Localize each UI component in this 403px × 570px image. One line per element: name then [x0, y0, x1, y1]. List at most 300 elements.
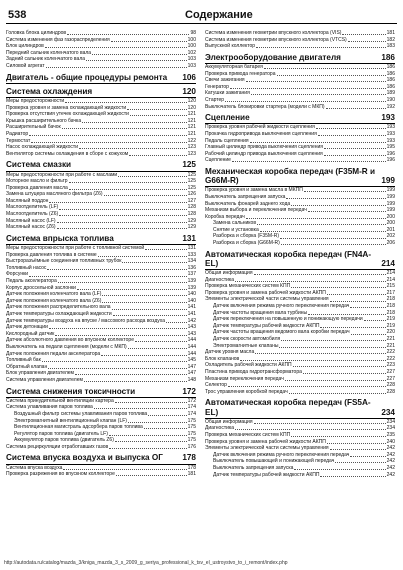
toc-entry-title: Выключатель фонарей заднего хода [205, 200, 291, 207]
toc-leader-dots [59, 215, 186, 216]
toc-entry-title: Главный цилиндр привода выключения сцепления [205, 144, 324, 151]
toc-entry[interactable] [6, 204, 196, 211]
toc-leader-dots [129, 155, 186, 156]
toc-entry-page: 131 [187, 245, 196, 252]
toc-leader-dots [320, 476, 385, 477]
toc-entry[interactable] [205, 323, 395, 330]
toc-entry[interactable] [205, 349, 395, 356]
toc-entry-page: 192 [386, 103, 395, 110]
toc-entry[interactable] [205, 227, 395, 234]
toc-entry-title: Датчик включения режима ручного переключения передач [213, 451, 350, 458]
toc-entry[interactable] [6, 151, 196, 158]
toc-entry-title: Система изменения геометрии впускного коллектора (VIS) [205, 30, 342, 36]
toc-leader-dots [77, 289, 187, 290]
toc-section-heading[interactable] [6, 87, 196, 98]
toc-entry-title: Маслоотделитель (Z6) [6, 211, 59, 218]
toc-entry-page: 186 [386, 70, 395, 77]
toc-entry-title: Проверка уровня рабочей жидкости сцепления [205, 124, 315, 131]
toc-entry[interactable] [205, 458, 395, 465]
toc-entry-title: Датчик уровня масла [205, 349, 255, 356]
toc-entry-title: Селектор [205, 382, 227, 389]
toc-leader-dots [62, 128, 187, 129]
toc-entry[interactable] [6, 285, 196, 292]
toc-entry[interactable] [6, 37, 196, 44]
toc-entry[interactable] [6, 431, 196, 438]
toc-entry-page: 193 [386, 137, 395, 144]
toc-entry-title: Рабочий цилиндр привода выключения сцепления [205, 150, 323, 157]
toc-entry[interactable] [205, 214, 395, 221]
toc-entry-page: 199 [381, 176, 395, 186]
toc-entry[interactable] [6, 98, 196, 105]
toc-entry-title: Аккумулятор паров топлива (двигатель Z6) [14, 437, 114, 444]
toc-entry[interactable] [6, 298, 196, 305]
toc-entry-page: 234 [386, 425, 395, 432]
toc-leader-dots [84, 381, 187, 382]
toc-entry[interactable] [205, 84, 395, 91]
toc-entry-title: Датчик переключения на повышенную и понижающую передачи [213, 316, 363, 323]
toc-leader-dots [116, 475, 187, 476]
toc-entry-page: 193 [386, 124, 395, 131]
toc-section-heading[interactable] [205, 250, 395, 270]
toc-leader-dots [364, 320, 386, 321]
toc-entry-title: Выключатель запрещения запуска [205, 193, 286, 200]
toc-leader-dots [327, 443, 386, 444]
toc-entry-page: 128 [187, 204, 196, 211]
toc-entry-page: 220 [386, 329, 395, 336]
toc-leader-dots [303, 373, 386, 374]
toc-entry-title: Датчик температуры рабочей жидкости АКПП [213, 322, 320, 329]
toc-entry-page: 215 [386, 283, 395, 290]
toc-entry[interactable] [6, 265, 196, 272]
toc-entry-title: Проверка отсутствия утечек охлаждающей жидкости [6, 111, 129, 118]
toc-entry-page: 106 [182, 72, 196, 82]
toc-leader-dots [351, 334, 386, 335]
toc-entry[interactable] [6, 211, 196, 218]
toc-entry[interactable] [6, 124, 196, 131]
toc-entry-title: Система смазки [6, 160, 72, 170]
toc-right-column [205, 30, 395, 478]
toc-entry-title: Блок управления двигателем [6, 370, 74, 377]
toc-section-heading[interactable] [205, 398, 395, 418]
toc-leader-dots [285, 380, 386, 381]
toc-entry[interactable] [205, 316, 395, 323]
toc-entry[interactable] [6, 357, 196, 364]
toc-entry-page: 120 [182, 86, 196, 96]
toc-entry-title: Пластина привода гидротрансформатора [205, 368, 302, 375]
toc-entry[interactable] [205, 201, 395, 208]
toc-entry-title: Система снижения токсичности [6, 386, 136, 396]
toc-entry-page: 103 [187, 62, 196, 69]
toc-entry[interactable] [6, 324, 196, 331]
toc-entry[interactable] [205, 362, 395, 369]
toc-entry[interactable] [6, 318, 196, 325]
toc-entry-page: 186 [386, 63, 395, 70]
toc-entry-page: 214 [386, 276, 395, 283]
toc-entry[interactable] [205, 240, 395, 247]
toc-entry[interactable] [6, 471, 196, 478]
toc-entry-page: 221 [386, 336, 395, 342]
toc-entry-title: Двигатель - общие процедуры ремонта [6, 72, 168, 82]
toc-entry-title: Сцепление [205, 157, 231, 164]
toc-section-heading[interactable] [205, 113, 395, 124]
toc-entry-page: 199 [386, 193, 395, 200]
toc-entry[interactable] [205, 144, 395, 151]
toc-entry[interactable] [6, 30, 196, 37]
toc-entry[interactable] [6, 278, 196, 285]
toc-entry-page: 123 [187, 144, 196, 151]
toc-entry-page: 214 [386, 270, 395, 277]
toc-leader-dots [57, 222, 187, 223]
toc-entry[interactable] [205, 233, 395, 240]
toc-entry[interactable] [6, 411, 196, 418]
toc-entry[interactable] [6, 172, 196, 179]
toc-leader-dots [251, 94, 386, 95]
toc-entry[interactable] [6, 398, 196, 405]
toc-entry[interactable] [205, 329, 395, 336]
toc-section-heading[interactable] [6, 387, 196, 398]
toc-entry-title: Термостат [6, 137, 31, 144]
toc-entry[interactable] [205, 64, 395, 71]
toc-leader-dots [350, 307, 385, 308]
toc-entry[interactable] [205, 77, 395, 84]
toc-entry-title: Разборка и сборка (F35M-R) [213, 233, 279, 240]
toc-entry-title: Система охлаждения [6, 86, 93, 96]
toc-entry[interactable] [6, 43, 196, 50]
toc-entry[interactable] [205, 382, 395, 389]
toc-entry[interactable] [205, 432, 395, 439]
toc-entry-page: 143 [187, 324, 196, 331]
toc-leader-dots [58, 282, 187, 283]
toc-entry[interactable] [6, 291, 196, 298]
toc-entry-page: 147 [187, 370, 196, 377]
toc-entry-title: Силовой агрегат [6, 62, 45, 69]
toc-entry-page: 121 [187, 111, 196, 118]
toc-entry[interactable] [6, 271, 196, 278]
toc-leader-dots [113, 315, 187, 316]
toc-entry[interactable] [205, 124, 395, 131]
toc-entry-page: 240 [386, 438, 395, 445]
toc-entry-page: 125 [187, 171, 196, 178]
toc-entry[interactable] [205, 389, 395, 396]
toc-entry[interactable] [6, 258, 196, 265]
toc-entry-page: 199 [386, 207, 395, 214]
toc-entry-page: 126 [187, 191, 196, 198]
toc-entry-title: Датчик положения коленчатого вала (LF) [6, 291, 102, 298]
toc-entry-title: Диагностика [205, 425, 234, 432]
toc-entry-title: Система впуска воздуха и выпуска ОГ [6, 453, 163, 463]
toc-leader-dots [281, 340, 385, 341]
toc-leader-dots [98, 256, 187, 257]
toc-entry[interactable] [6, 424, 196, 431]
toc-section-heading[interactable] [6, 234, 196, 245]
toc-entry[interactable] [205, 369, 395, 376]
toc-entry-title: Электромагнитный вентиляционный клапан (LF) [14, 417, 127, 424]
toc-entry[interactable] [6, 111, 196, 118]
toc-leader-dots [102, 295, 186, 296]
toc-entry[interactable] [6, 364, 196, 371]
toc-entry-page: 242 [386, 464, 395, 471]
toc-entry[interactable] [6, 437, 196, 444]
toc-entry-title: Коробка передач [205, 213, 245, 220]
toc-entry-title: Элементы электрической части системы управления [205, 296, 329, 303]
toc-entry-title: Проверка давления топлива в системе [6, 251, 97, 258]
toc-section-heading[interactable] [6, 73, 196, 84]
toc-entry[interactable] [6, 245, 196, 252]
toc-leader-dots [327, 294, 386, 295]
toc-entry-page: 147 [187, 363, 196, 370]
toc-entry-title: Выключатель на педали сцепления (модели с МКП) [6, 343, 127, 350]
toc-entry-page: 121 [187, 117, 196, 124]
toc-entry[interactable] [6, 144, 196, 151]
toc-entry-page: 125 [187, 184, 196, 191]
toc-leader-dots [280, 238, 386, 239]
toc-entry-page: 100 [187, 43, 196, 50]
toc-entry-page: 103 [187, 56, 196, 63]
toc-entry-title: Механическая коробка передач (F35M-R и G66M-R) [205, 166, 376, 186]
toc-entry-title: Проверка механических систем КПП [205, 431, 291, 438]
toc-entry[interactable] [205, 270, 395, 277]
toc-entry-title: Электрооборудование двигателя [205, 52, 341, 62]
toc-entry[interactable] [6, 377, 196, 384]
toc-leader-dots [47, 269, 186, 270]
toc-entry[interactable] [6, 337, 196, 344]
toc-leader-dots [112, 309, 187, 310]
toc-leader-dots [115, 441, 187, 442]
toc-entry[interactable] [205, 465, 395, 472]
toc-entry-page: 193 [381, 113, 395, 123]
toc-entry[interactable] [6, 311, 196, 318]
toc-entry[interactable] [205, 30, 395, 37]
toc-entry[interactable] [205, 419, 395, 426]
toc-entry-page: 218 [386, 309, 395, 316]
toc-entry-title: Замена сальников [213, 220, 256, 227]
header-rule [6, 23, 397, 24]
toc-section-heading[interactable] [205, 167, 395, 187]
toc-entry-title: Автоматическая коробка передач (FN4A-EL) [205, 249, 372, 268]
toc-entry[interactable] [6, 418, 196, 425]
toc-leader-dots [235, 429, 386, 430]
toc-entry[interactable] [6, 404, 196, 411]
toc-entry-title: Датчик положения коленчатого вала (Z6) [6, 297, 102, 304]
toc-leader-dots [330, 449, 386, 450]
toc-entry[interactable] [205, 376, 395, 383]
toc-entry-title: Корпус дроссельной заслонки [6, 284, 76, 291]
toc-entry-page: 189 [386, 90, 395, 97]
toc-entry-title: Блок клапанов [205, 355, 240, 362]
toc-entry[interactable] [6, 304, 196, 311]
toc-entry-title: Охладитель рабочей жидкости АКПП [205, 362, 292, 369]
toc-entry-page: 175 [187, 430, 196, 437]
toc-entry-title: Быстроразъёмные соединения топливных трубок [6, 258, 122, 265]
toc-entry-page: 190 [386, 96, 395, 103]
toc-leader-dots [104, 195, 187, 196]
toc-entry-page: 228 [386, 388, 395, 395]
toc-entry[interactable] [205, 220, 395, 227]
toc-entry[interactable] [205, 343, 395, 350]
toc-entry-page: 183 [386, 43, 395, 50]
toc-entry-page: 200 [386, 213, 395, 220]
toc-leader-dots [293, 366, 386, 367]
toc-entry-title: Механизм переключения передач [205, 375, 284, 382]
toc-entry-title: Блок цилиндров [6, 43, 44, 50]
toc-entry[interactable] [205, 472, 395, 479]
toc-entry-title: Воздушный фильтр системы улавливания паров топлива [14, 410, 148, 417]
toc-entry-title: Регулятор паров топлива (двигатель LF) [14, 430, 108, 437]
toc-entry[interactable] [205, 71, 395, 78]
toc-entry-title: Автоматическая коробка передач (FS5A-EL) [205, 398, 371, 417]
toc-entry[interactable] [205, 310, 395, 317]
toc-entry[interactable] [6, 131, 196, 138]
toc-entry[interactable] [205, 157, 395, 164]
toc-leader-dots [94, 408, 187, 409]
toc-leader-dots [128, 348, 187, 349]
toc-leader-dots [48, 368, 186, 369]
toc-entry-title: Топливный бак [6, 357, 41, 364]
toc-entry[interactable] [205, 277, 395, 284]
toc-leader-dots [109, 435, 187, 436]
toc-entry-title: Датчик частоты вращения вала турбины [213, 309, 308, 316]
toc-entry[interactable] [205, 303, 395, 310]
toc-entry-title: Датчик абсолютного давления во впускном коллекторе [6, 337, 134, 344]
toc-entry-page: 222 [386, 355, 395, 362]
toc-entry-title: Датчик детонации [6, 324, 48, 331]
toc-entry-title: Система принудительной вентиляции картера [6, 397, 114, 404]
toc-entry[interactable] [205, 296, 395, 303]
toc-entry[interactable] [6, 185, 196, 192]
toc-entry-page: 139 [187, 284, 196, 291]
toc-entry-page: 143 [187, 330, 196, 337]
toc-entry-page: 181 [187, 471, 196, 478]
toc-leader-dots [130, 115, 187, 116]
toc-entry-title: Радиатор [6, 130, 29, 137]
toc-leader-dots [135, 341, 187, 342]
toc-entry-title: Моторное масло и фильтр [6, 178, 68, 185]
toc-entry[interactable] [6, 344, 196, 351]
toc-leader-dots [49, 202, 186, 203]
toc-section-heading[interactable] [205, 53, 395, 64]
toc-entry-page: 206 [386, 240, 395, 247]
toc-leader-dots [49, 328, 187, 329]
toc-entry[interactable] [205, 97, 395, 104]
toc-entry-page: 142 [187, 317, 196, 324]
toc-entry-page: 186 [386, 83, 395, 90]
toc-leader-dots [148, 415, 186, 416]
toc-entry-title: Система улавливания паров топлива [6, 404, 93, 411]
toc-entry-page: 140 [187, 291, 196, 298]
toc-entry-page: 218 [386, 303, 395, 310]
toc-leader-dots [127, 109, 187, 110]
toc-entry[interactable] [6, 444, 196, 451]
toc-entry-title: Свечи зажигания [205, 77, 245, 84]
toc-entry-page: 223 [386, 362, 395, 369]
toc-entry[interactable] [205, 445, 395, 452]
toc-entry[interactable] [6, 56, 196, 63]
toc-leader-dots [318, 135, 386, 136]
toc-entry-page: 139 [187, 278, 196, 285]
toc-entry-page: 131 [182, 233, 196, 243]
toc-entry[interactable] [205, 207, 395, 214]
toc-entry-title: Датчик положения педали акселератора [6, 350, 101, 357]
toc-entry-page: 128 [187, 211, 196, 218]
toc-entry-page: 214 [381, 258, 395, 268]
toc-entry[interactable] [205, 194, 395, 201]
toc-entry-title: Система изменения геометрии впускного коллектора (VTCS) [205, 36, 347, 43]
toc-entry-page: 227 [386, 368, 395, 375]
toc-entry[interactable] [6, 252, 196, 259]
toc-entry-title: Катушки зажигания [205, 90, 250, 97]
toc-entry-page: 144 [187, 337, 196, 344]
toc-entry-page: 242 [386, 445, 395, 452]
toc-entry[interactable] [6, 224, 196, 231]
toc-leader-dots [324, 155, 386, 156]
toc-leader-dots [31, 142, 186, 143]
toc-entry-title: Датчик температуры рабочей жидкости АКПП [213, 471, 320, 478]
toc-leader-dots [291, 205, 385, 206]
toc-entry-page: 127 [187, 197, 196, 204]
toc-entry-title: Проверка давления масла [6, 184, 68, 191]
toc-entry-title: Расширительный бачок [6, 124, 61, 131]
toc-entry[interactable] [205, 90, 395, 97]
toc-entry-title: Головка блока цилиндров [6, 30, 67, 36]
toc-entry-page: 121 [187, 130, 196, 137]
toc-entry-title: Снятие и установка [213, 226, 259, 233]
toc-entry[interactable] [205, 43, 395, 50]
toc-entry-page: 242 [386, 458, 395, 465]
toc-leader-dots [286, 198, 385, 199]
toc-entry[interactable] [205, 336, 395, 343]
toc-entry-page: 221 [386, 342, 395, 349]
toc-entry[interactable] [6, 331, 196, 338]
toc-entry-page: 219 [386, 316, 395, 323]
toc-leader-dots [109, 448, 187, 449]
toc-entry[interactable] [205, 187, 395, 194]
toc-section-heading[interactable] [6, 160, 196, 171]
toc-entry-page: 175 [187, 424, 196, 431]
toc-entry-page: 175 [187, 437, 196, 444]
toc-entry[interactable] [6, 191, 196, 198]
toc-entry[interactable] [6, 370, 196, 377]
toc-leader-dots [260, 231, 386, 232]
toc-leader-dots [29, 135, 187, 136]
toc-entry-page: 120 [187, 97, 196, 104]
toc-entry[interactable] [205, 425, 395, 432]
toc-entry[interactable] [6, 63, 196, 70]
toc-entry-page: 196 [386, 157, 395, 164]
toc-section-heading[interactable] [6, 453, 196, 464]
toc-entry-title: Выпускной коллектор [205, 43, 256, 50]
toc-entry[interactable] [205, 131, 395, 138]
toc-entry[interactable] [205, 151, 395, 158]
toc-leader-dots [255, 353, 385, 354]
toc-entry[interactable] [6, 178, 196, 185]
toc-entry-page: 140 [187, 297, 196, 304]
toc-leader-dots [291, 436, 385, 437]
toc-leader-dots [45, 47, 187, 48]
toc-leader-dots [256, 47, 386, 48]
toc-entry[interactable] [205, 104, 395, 111]
page-header [0, 0, 403, 26]
toc-leader-dots [342, 34, 385, 35]
toc-entry-page: 234 [386, 418, 395, 425]
toc-entry[interactable] [6, 465, 196, 472]
toc-entry-page: 242 [386, 471, 395, 478]
toc-entry[interactable] [205, 283, 395, 290]
toc-entry-page: 145 [187, 357, 196, 364]
toc-entry-title: Меры предосторожности при работе с маслами [6, 171, 118, 178]
page-number: 538 [8, 9, 27, 21]
toc-entry[interactable] [6, 198, 196, 205]
toc-entry-title: Общая информация [205, 418, 253, 425]
